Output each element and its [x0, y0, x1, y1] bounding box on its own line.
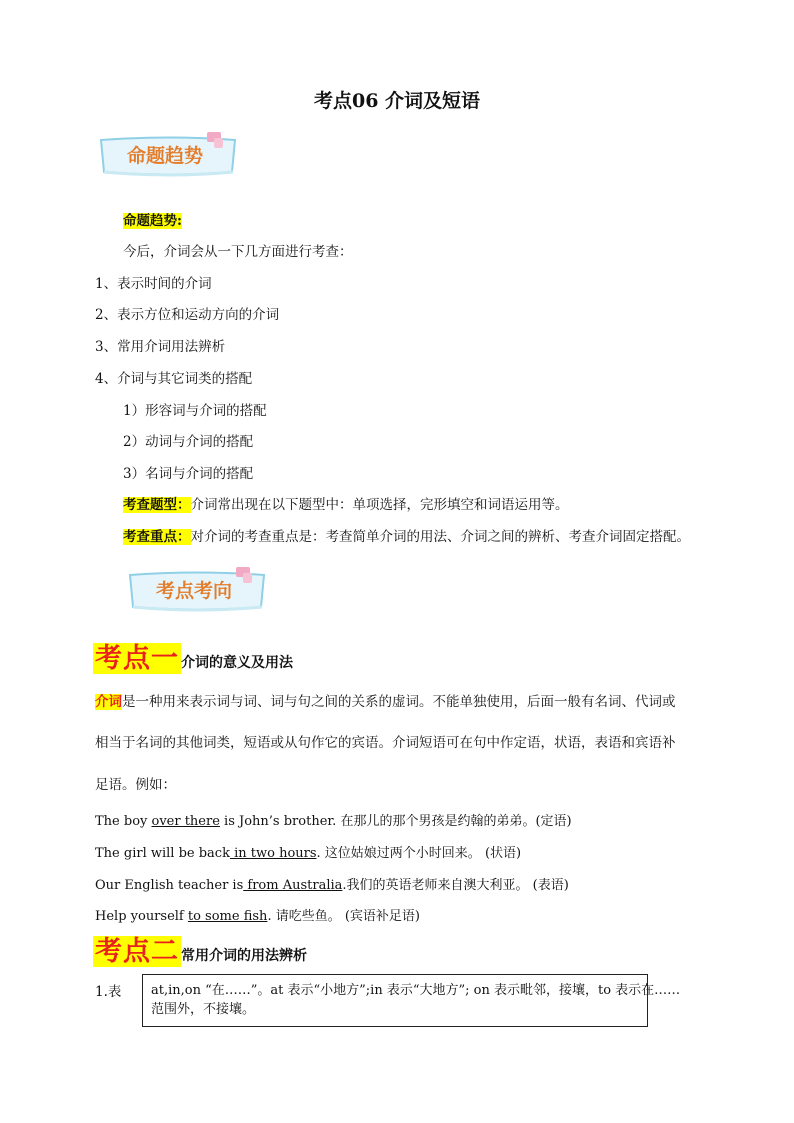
usage-text-line1: at,in,on “在……”。at 表示“小地方”;in 表示“大地方”; on 表示毗邻，接壤，to 表示在…… [151, 983, 681, 998]
example-3: Our English teacher is from Australia.我们的英语老师来自澳大利亚。 (表语) [95, 878, 569, 893]
section-banner-points [124, 567, 272, 615]
point1-definition-line3: 足语。例如： [95, 777, 176, 793]
point1-heading-row [93, 640, 293, 678]
point1-label: 考点一 [95, 643, 179, 674]
trend-item-2: 2、表示方位和运动方向的介词 [95, 307, 280, 323]
banner-ribbon-icon [95, 132, 243, 180]
trend-item-1: 1、表示时间的介词 [95, 276, 212, 292]
page-title: 考点06 介词及短语 [313, 90, 481, 112]
trend-types: 考查题型：介词常出现在以下题型中：单项选择，完形填空和词语运用等。 [123, 497, 569, 513]
point2-row-label: 1.表 [95, 984, 122, 1000]
trend-heading: 命题趋势: [123, 213, 182, 229]
usage-table-cell [142, 974, 681, 1027]
trend-subitem-2: 2）动词与介词的搭配 [123, 434, 254, 450]
example-4: Help yourself to some fish. 请吃些鱼。 (宾语补足语) [95, 909, 420, 924]
point1-definition-line1: 介词是一种用来表示词与词、词与句之间的关系的虚词。不能单独使用，后面一般有名词、代词或 [95, 694, 676, 710]
example-2: The girl will be back in two hours. 这位姑娘过两个小时回来。 (状语) [95, 846, 522, 861]
banner-ribbon-icon [124, 567, 272, 615]
trend-item-4: 4、介词与其它词类的搭配 [95, 371, 253, 387]
banner-label: 考点考向 [155, 580, 233, 602]
usage-text-line2: 范围外，不接壤。 [151, 1002, 256, 1017]
point2-heading: 常用介词的用法辨析 [181, 948, 307, 964]
point1-heading: 介词的意义及用法 [181, 655, 293, 671]
section-banner-trend [95, 132, 243, 180]
trend-focus: 考查重点：对介词的考查重点是：考查简单介词的用法、介词之间的辨析、考查介词固定搭配。 [123, 529, 690, 545]
point1-definition-line2: 相当于名词的其他词类，短语或从句作它的宾语。介词短语可在句中作定语，状语，表语和宾语补 [95, 735, 676, 751]
trend-subitem-1: 1）形容词与介词的搭配 [123, 403, 267, 419]
example-1: The boy over there is John’s brother. 在那儿的那个男孩是约翰的弟弟。(定语) [95, 814, 572, 829]
point2-label: 考点二 [95, 936, 179, 967]
point2-heading-row [93, 933, 307, 971]
trend-item-3: 3、常用介词用法辨析 [95, 339, 226, 355]
banner-label: 命题趋势 [126, 145, 204, 167]
trend-subitem-3: 3）名词与介词的搭配 [123, 466, 254, 482]
definition-term: 介词 [95, 694, 122, 710]
trend-intro: 今后，介词会从一下几方面进行考查： [123, 244, 353, 260]
